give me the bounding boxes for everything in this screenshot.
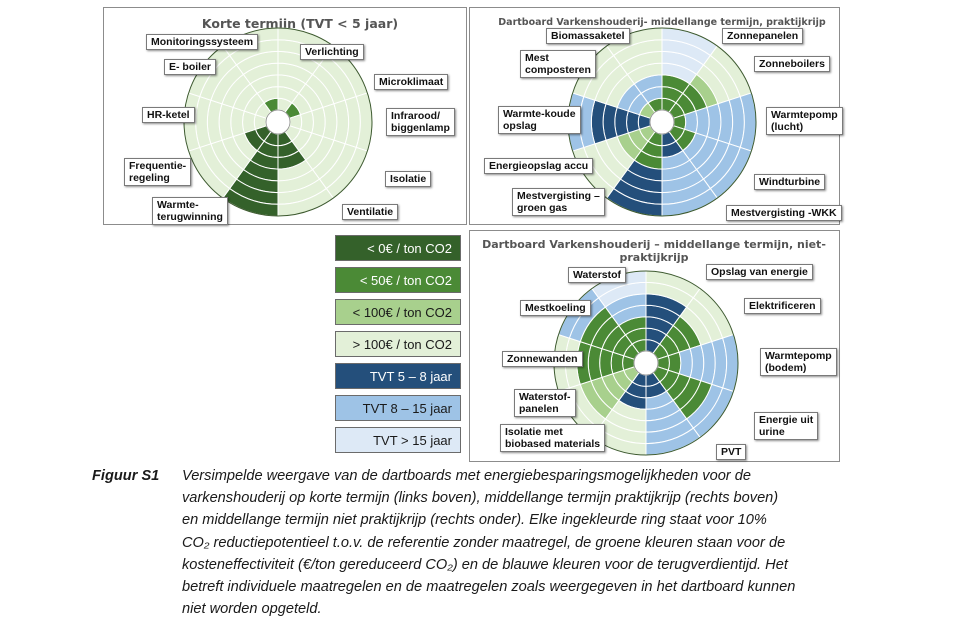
ring-segment [231, 107, 244, 136]
dartboard-title: Korte termijn (TVT < 5 jaar) [201, 16, 399, 31]
sector-label: Zonneboilers [754, 56, 830, 72]
legend-item: < 50€ / ton CO2 [335, 267, 461, 293]
legend-item: < 0€ / ton CO2 [335, 235, 461, 261]
caption-line: varkenshouderij op korte termijn (links boven), middellange termijn praktijkrijp (rechts boven) [182, 490, 779, 507]
sector-label: Windturbine [754, 174, 825, 190]
sector-label: Ventilatie [342, 204, 398, 220]
sector-label: Energie uit urine [754, 412, 818, 440]
ring-segment [707, 104, 721, 140]
dartboard-panel-medium-term-practice-ready [469, 7, 840, 225]
sector-label: Infrarood/ biggenlamp [386, 108, 455, 136]
caption-line: Versimpelde weergave van de dartboards met energiebesparingsmogelijkheden voor de [182, 468, 751, 484]
legend-item: TVT 8 – 15 jaar [335, 395, 461, 421]
ring-segment [323, 104, 337, 140]
sector-label: Warmtepomp (bodem) [760, 348, 837, 376]
ring-segment [615, 107, 628, 136]
ring-segment [588, 345, 602, 381]
sector-label: Opslag van energie [706, 264, 813, 280]
dartboard-title: Dartboard Varkenshouderij – middellange termijn, niet- [482, 238, 826, 251]
sector-label: Isolatie [385, 171, 431, 187]
sector-label: Warmte- terugwinning [152, 197, 228, 225]
caption-line: CO₂ reductiepotentieel t.o.v. de referentie zonder maatregel, de groene kleuren staan voor de [182, 534, 786, 551]
dartboard-panel-medium-term-not-practice-ready [469, 230, 840, 462]
sector-label: Isolatie met biobased materials [500, 424, 605, 452]
sector-label: Zonnepanelen [722, 28, 803, 44]
sector-label: Verlichting [300, 44, 364, 60]
caption-line: niet worden opgeteld. [182, 601, 322, 618]
sector-label: Mestvergisting – groen gas [512, 188, 605, 216]
sector-label: Energieopslag accu [484, 158, 593, 174]
sector-label: E- boiler [164, 59, 216, 75]
sector-label: Mestkoeling [520, 300, 591, 316]
caption-line: en middellange termijn niet praktijkrijp (rechts onder). Elke ingekleurde ring staat voor 10% [182, 512, 767, 529]
sector-label: Mestvergisting -WKK [726, 205, 842, 221]
dartboard-center [650, 110, 674, 134]
caption-text [182, 465, 902, 620]
ring-segment [690, 345, 704, 381]
ring-segment [219, 104, 233, 140]
sector-label: Microklimaat [374, 74, 448, 90]
ring-segment [679, 349, 692, 378]
ring-segment [312, 107, 325, 136]
sector-label: Zonnewanden [502, 351, 583, 367]
sector-label: PVT [716, 444, 746, 460]
sector-label: Warmtepomp (lucht) [766, 107, 843, 135]
legend-item: TVT 5 – 8 jaar [335, 363, 461, 389]
legend-item: TVT > 15 jaar [335, 427, 461, 453]
caption-label: Figuur S1 [92, 468, 160, 484]
sector-label: Warmte-koude opslag [498, 106, 581, 134]
dartboard-center [634, 351, 658, 375]
dartboard-title-line2: praktijkrijp [619, 251, 689, 264]
ring-segment [603, 104, 617, 140]
caption-line: kosteneffectiviteit (€/ton gereduceerd CO₂) en de blauwe kleuren voor de terugverdientijd. Het [182, 556, 788, 573]
sector-label: Monitoringssysteem [146, 34, 258, 50]
sector-label: Elektrificeren [744, 298, 821, 314]
dartboard-center [266, 110, 290, 134]
legend-item: < 100€ / ton CO2 [335, 299, 461, 325]
ring-segment [696, 107, 709, 136]
legend-item: > 100€ / ton CO2 [335, 331, 461, 357]
sector-label: Waterstof [568, 267, 626, 283]
sector-label: Waterstof- panelen [514, 389, 576, 417]
ring-segment [600, 349, 613, 378]
dartboard-panel-short-term [103, 7, 467, 225]
caption-line: betreft individuele maatregelen en de maatregelen zoals weergegeven in het dartboard kunnen [182, 579, 796, 596]
sector-label: Biomassaketel [546, 28, 630, 44]
sector-label: HR-ketel [142, 107, 195, 123]
sector-label: Frequentie- regeling [124, 158, 191, 186]
dartboard-title: Dartboard Varkenshouderij- middellange termijn, praktijkrijp [498, 17, 826, 28]
sector-label: Mest composteren [520, 50, 596, 78]
